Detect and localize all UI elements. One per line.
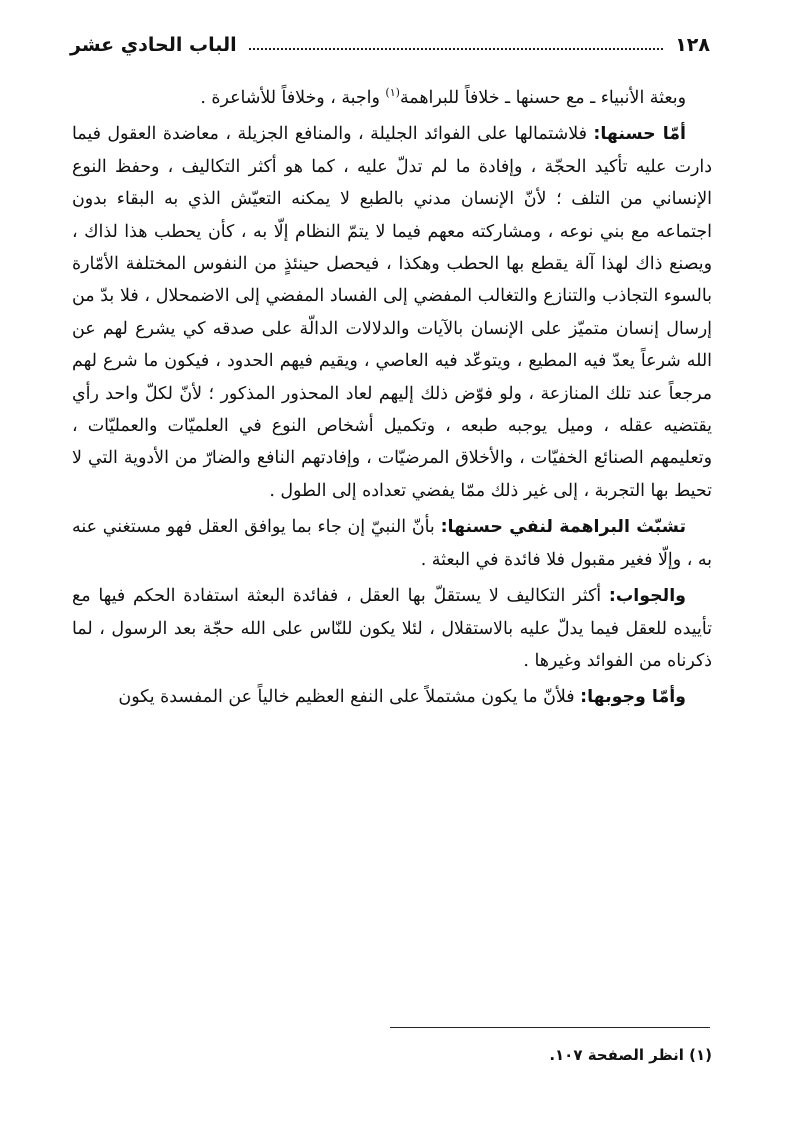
paragraph-text: بأنّ النبيّ إن جاء بما يوافق العقل فهو مستغني عنه به ، وإلّا فغير مقبول فلا فائدة في البعثة . — [72, 517, 712, 570]
page-header — [70, 30, 710, 60]
paragraph-goodness — [72, 118, 712, 507]
paragraph-text: واجبة ، وخلافاً للأشاعرة . — [200, 88, 386, 108]
paragraph-necessity — [72, 681, 712, 713]
footnote-marker: (١) — [385, 86, 400, 100]
section-lead: والجواب: — [608, 586, 686, 607]
paragraph-brahmins-objection — [72, 511, 712, 576]
section-lead: أمّا حسنها: — [593, 124, 686, 145]
footnote: (١) انظر الصفحة ١٠٧. — [549, 1046, 712, 1064]
paragraph-text: وبعثة الأنبياء ـ مع حسنها ـ خلافاً للبراهمة — [399, 88, 686, 108]
chapter-title: الباب الحادي عشر — [70, 34, 237, 56]
paragraph-intro — [72, 82, 712, 114]
paragraph-answer — [72, 580, 712, 677]
paragraph-text: أكثر التكاليف لا يستقلّ بها العقل ، ففائدة البعثة استفادة الحكم فيها مع تأييده للعقل فيما يدلّ عليه بالاستقلال ، لئلا يكون للنّاس على الله حجّة بعد الرسول ، لما ذكرناه من الفوائد وغيرها . — [72, 586, 712, 671]
paragraph-text: فلاشتمالها على الفوائد الجليلة ، والمنافع الجزيلة ، معاضدة العقول فيما دارت عليه تأكيد الحجّة ، وإفادة ما لم تدلّ عليه ، كما هو أكثر التكاليف ، وحفظ النوع الإنساني من التلف ؛ لأنّ الإنسان مدني بالطبع لا يمكنه التعيّش الذي به البقاء بدون اجتماعه مع بني نوعه ، ومشاركته معهم فيما لا يتمّ النظام إلّا به ، كأن يحطب هذا لذاك ، ويصنع ذاك لهذا آلة يقطع بها الحطب وهكذا ، فيحصل حينئذٍ من النفوس المختلفة الأمّارة بالسوء التجاذب والتنازع والتغالب المفضي إلى الفساد المفضي إلى الاضمحلال ، فلا بدّ من إرسال إنسان متميّز على الإنسان بالآيات والدلالات الدالّة على صدقه كي يشرع لهم عن الله شرعاً يعدّ فيه المطيع ، ويتوعّد فيه العاصي ، ويقيم فيهم الحدود ، فيكون ما شرع لهم مرجعاً عند تلك المنازعة ، ولو فوّض ذلك إليهم لعاد المحذور المذكور ؛ لأنّ لكلّ واحد رأي يقتضيه عقله ، وميل يوجبه طبعه ، وتكميل أشخاص النوع في العلميّات والعمليّات ، وتعليمهم الصنائع الخفيّات ، والأخلاق المرضيّات ، وإفادتهم النافع والضارّ من الأدوية التي لا تحيط بها التجربة ، إلى غير ذلك ممّا يفضي تعداده إلى الطول . — [72, 124, 712, 501]
section-lead: تشبّث البراهمة لنفي حسنها: — [440, 517, 686, 538]
page-number: ١٢٨ — [675, 34, 710, 56]
section-lead: وأمّا وجوبها: — [580, 687, 686, 708]
paragraph-text: فلأنّ ما يكون مشتملاً على النفع العظيم خالياً عن المفسدة يكون — [118, 687, 581, 708]
main-text — [72, 82, 712, 718]
footnote-divider — [390, 1027, 710, 1028]
header-dotted-leader — [249, 48, 664, 50]
